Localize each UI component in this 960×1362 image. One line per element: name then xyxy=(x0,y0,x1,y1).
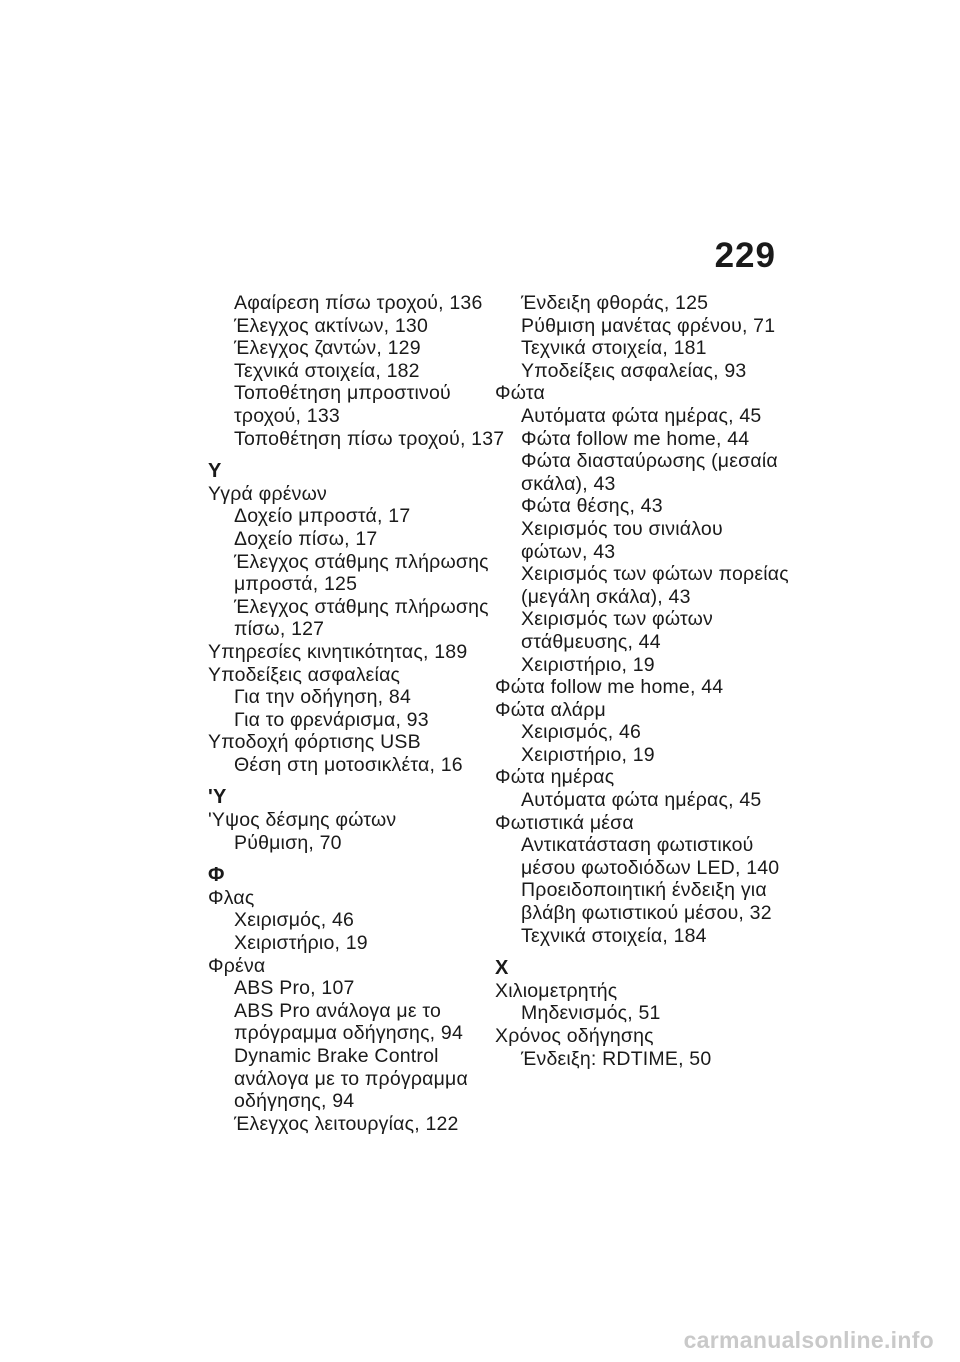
index-subentry: πρόγραμμα οδήγησης, 94 xyxy=(234,1022,464,1045)
index-subentry: τροχού, 133 xyxy=(234,404,340,427)
index-subentry: μπροστά, 125 xyxy=(234,573,358,596)
index-subentry: Φώτα διασταύρωσης (μεσαία xyxy=(521,450,778,473)
index-subentry: Ρύθμιση, 70 xyxy=(234,831,342,854)
index-letter-heading: Χ xyxy=(495,957,509,980)
index-subentry: Για το φρενάρισμα, 93 xyxy=(234,708,429,731)
index-subentry: Ένδειξη φθοράς, 125 xyxy=(521,292,709,314)
index-subentry: Αυτόματα φώτα ημέρας, 45 xyxy=(521,789,762,812)
index-subentry: Έλεγχος λειτουργίας, 122 xyxy=(234,1112,459,1135)
index-entry: Χιλιομετρητής xyxy=(495,979,618,1002)
index-subentry: φώτων, 43 xyxy=(521,540,616,563)
index-subentry: Τεχνικά στοιχεία, 184 xyxy=(521,924,707,947)
index-subentry: Χειριστήριο, 19 xyxy=(521,743,655,766)
index-subentry: Χειρισμός, 46 xyxy=(521,721,642,744)
index-subentry: Χειρισμός των φώτων xyxy=(521,608,714,631)
index-subentry: Για την οδήγηση, 84 xyxy=(234,686,411,709)
index-subentry: Φώτα θέσης, 43 xyxy=(521,495,663,518)
index-subentry: Αφαίρεση πίσω τροχού, 136 xyxy=(234,292,483,314)
index-subentry: (μεγάλη σκάλα), 43 xyxy=(521,585,691,608)
watermark: carmanualsonline.info xyxy=(683,1327,934,1353)
index-subentry: Προειδοποιητική ένδειξη για xyxy=(521,879,767,902)
index-column-right xyxy=(495,292,789,1070)
index-subentry: Τεχνικά στοιχεία, 181 xyxy=(521,337,707,360)
index-letter-heading: Υ xyxy=(208,460,222,483)
index-subentry: Τεχνικά στοιχεία, 182 xyxy=(234,359,420,382)
index-subentry: σκάλα), 43 xyxy=(521,472,616,495)
index-entry: 'Υψος δέσμης φώτων xyxy=(208,809,397,832)
index-subentry: Υποδείξεις ασφαλείας, 93 xyxy=(521,359,747,382)
index-entry: Φώτα ημέρας xyxy=(495,766,615,789)
index-subentry: Φώτα follow me home, 44 xyxy=(521,427,750,450)
index-entry: Φωτιστικά μέσα xyxy=(495,811,634,834)
index-subentry: Δοχείο μπροστά, 17 xyxy=(234,505,411,528)
index-entry: Φώτα αλάρμ xyxy=(495,698,606,721)
index-subentry: Θέση στη μοτοσικλέτα, 16 xyxy=(234,753,463,776)
index-subentry: Αντικατάσταση φωτιστικού xyxy=(521,834,754,857)
index-entry: Υποδείξεις ασφαλείας xyxy=(208,663,401,686)
index-subentry: στάθμευσης, 44 xyxy=(521,630,661,653)
index-subentry: Χειρισμός του σινιάλου xyxy=(521,517,723,540)
index-subentry: Έλεγχος στάθμης πλήρωσης xyxy=(234,595,489,618)
index-entry: Υπηρεσίες κινητικότητας, 189 xyxy=(208,640,468,663)
index-subentry: μέσου φωτοδιόδων LED, 140 xyxy=(521,856,780,879)
index-subentry: Έλεγχος στάθμης πλήρωσης xyxy=(234,550,489,573)
index-subentry: ABS Pro, 107 xyxy=(234,977,355,1000)
index-subentry: βλάβη φωτιστικού μέσου, 32 xyxy=(521,902,772,925)
index-subentry: Αυτόματα φώτα ημέρας, 45 xyxy=(521,404,762,427)
index-entry: Φλας xyxy=(208,886,255,909)
index-subentry: οδήγησης, 94 xyxy=(234,1090,355,1113)
index-subentry: Μηδενισμός, 51 xyxy=(521,1002,661,1025)
index-subentry: Τοποθέτηση πίσω τροχού, 137 xyxy=(234,427,505,450)
index-column-left xyxy=(208,292,505,1135)
index-subentry: Δοχείο πίσω, 17 xyxy=(234,527,378,550)
index-entry: Φρένα xyxy=(208,954,266,977)
index-entry: Υγρά φρένων xyxy=(208,482,327,505)
index-subentry: Έλεγχος ακτίνων, 130 xyxy=(234,314,429,337)
index-subentry: Χειριστήριο, 19 xyxy=(234,932,368,955)
page-number: 229 xyxy=(714,236,776,275)
index-letter-heading: Φ xyxy=(208,864,225,887)
index-subentry: ανάλογα με το πρόγραμμα xyxy=(234,1067,468,1090)
index-subentry: Χειριστήριο, 19 xyxy=(521,653,655,676)
index-subentry: Τοποθέτηση μπροστινού xyxy=(234,382,451,405)
index-entry: Φώτα follow me home, 44 xyxy=(495,676,724,699)
index-letter-heading: 'Υ xyxy=(208,786,227,809)
index-subentry: Dynamic Brake Control xyxy=(234,1045,439,1067)
index-subentry: Ρύθμιση μανέτας φρένου, 71 xyxy=(521,314,776,337)
index-subentry: ABS Pro ανάλογα με το xyxy=(234,999,442,1022)
index-entry: Υποδοχή φόρτισης USB xyxy=(208,731,421,754)
index-subentry: Ένδειξη: RDTIME, 50 xyxy=(521,1047,712,1070)
index-subentry: πίσω, 127 xyxy=(234,618,325,641)
index-subentry: Χειρισμός των φώτων πορείας xyxy=(521,563,789,586)
index-subentry: Χειρισμός, 46 xyxy=(234,909,355,932)
index-entry: Χρόνος οδήγησης xyxy=(495,1025,654,1047)
index-subentry: Έλεγχος ζαντών, 129 xyxy=(234,337,421,360)
index-entry: Φώτα xyxy=(495,382,546,405)
